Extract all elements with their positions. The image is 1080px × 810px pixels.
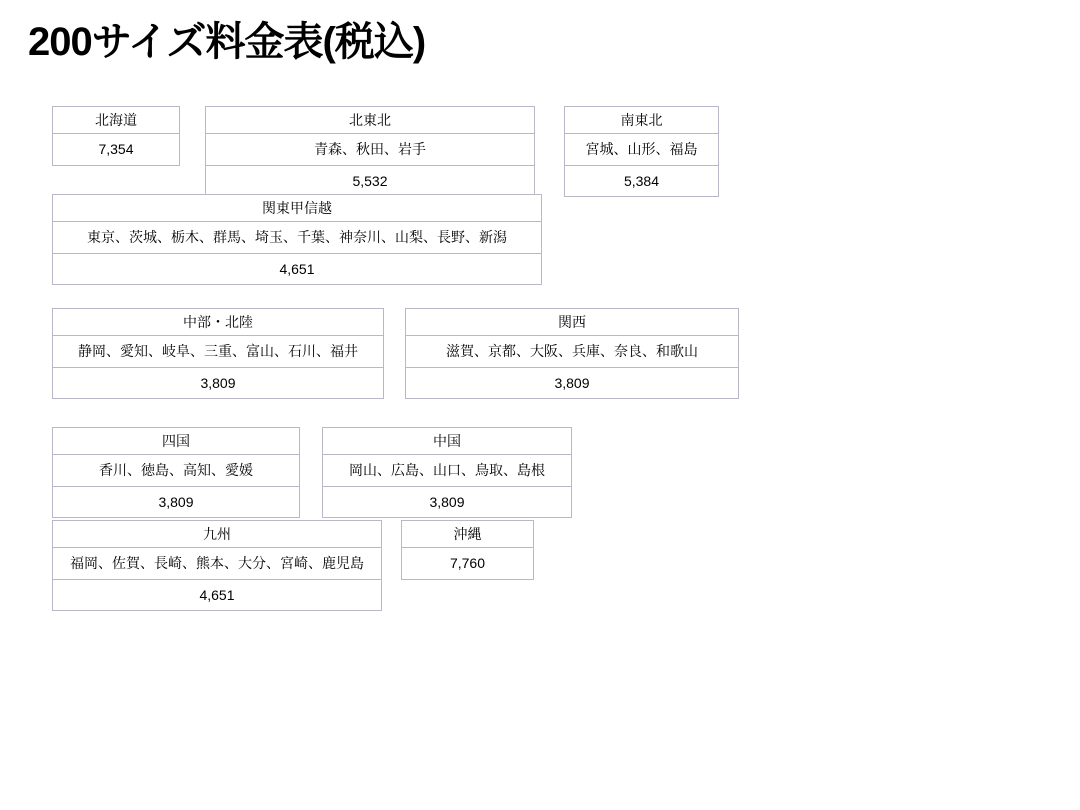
region-price: 3,809 (200, 374, 236, 391)
region-name: 四国 (53, 428, 299, 455)
region-box-kita-tohoku (205, 106, 535, 197)
region-prefectures: 東京、茨城、栃木、群馬、埼玉、千葉、神奈川、山梨、長野、新潟 (53, 222, 541, 253)
region-name: 関東甲信越 (53, 195, 541, 222)
page-title: 200サイズ料金表(税込) (28, 20, 426, 64)
region-name: 北東北 (206, 107, 534, 134)
region-prefectures: 岡山、広島、山口、鳥取、島根 (323, 455, 571, 486)
region-prefectures: 滋賀、京都、大阪、兵庫、奈良、和歌山 (406, 336, 738, 367)
region-box-chugoku (322, 427, 572, 518)
region-box-hokkaido (52, 106, 180, 166)
region-prefectures: 香川、徳島、高知、愛媛 (53, 455, 299, 486)
region-box-shikoku (52, 427, 300, 518)
region-box-okinawa (401, 520, 534, 580)
region-box-minami-tohoku (564, 106, 719, 197)
region-prefectures: 福岡、佐賀、長崎、熊本、大分、宮崎、鹿児島 (53, 548, 381, 579)
region-name: 中部・北陸 (53, 309, 383, 336)
region-price: 5,384 (623, 172, 660, 189)
region-prefectures: 宮城、山形、福島 (565, 134, 718, 165)
region-price: 3,809 (429, 493, 465, 510)
region-name: 中国 (323, 428, 571, 455)
region-price: 5,532 (352, 172, 388, 189)
region-price: 3,809 (158, 493, 194, 510)
region-name: 九州 (53, 521, 381, 548)
region-name: 南東北 (565, 107, 718, 134)
region-price: 4,651 (199, 586, 235, 603)
region-name: 関西 (406, 309, 738, 336)
region-box-kanto-koshinetsu (52, 194, 542, 285)
region-box-chubu-hokuriku (52, 308, 384, 399)
region-name: 沖縄 (402, 521, 533, 548)
region-price: 7,760 (449, 555, 486, 572)
region-price: 4,651 (279, 260, 315, 277)
region-prefectures: 静岡、愛知、岐阜、三重、富山、石川、福井 (53, 336, 383, 367)
region-price: 3,809 (554, 374, 590, 391)
region-box-kansai (405, 308, 739, 399)
region-name: 北海道 (53, 107, 179, 134)
region-box-kyushu (52, 520, 382, 611)
region-prefectures: 青森、秋田、岩手 (206, 134, 534, 165)
region-price: 7,354 (98, 141, 134, 158)
